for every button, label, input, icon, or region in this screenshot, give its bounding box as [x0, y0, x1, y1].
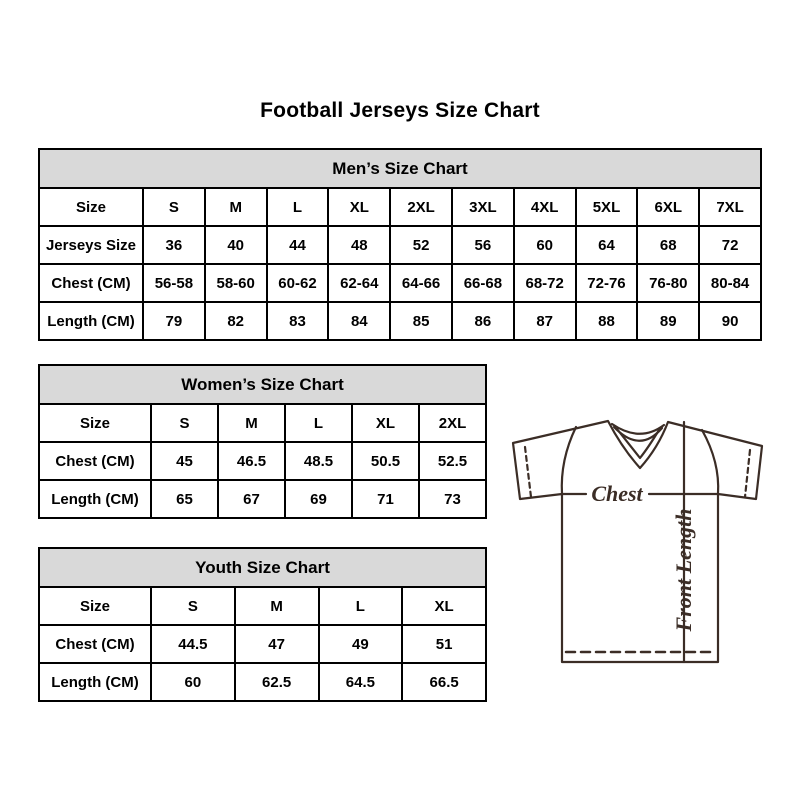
- jersey-measurement-diagram: [500, 398, 770, 673]
- size-value-cell: 50.5: [352, 442, 419, 480]
- size-value-cell: 84: [328, 302, 390, 340]
- size-value-cell: 60-62: [267, 264, 329, 302]
- size-value-cell: 56-58: [143, 264, 205, 302]
- size-value-cell: 5XL: [576, 188, 638, 226]
- size-value-cell: 48: [328, 226, 390, 264]
- size-value-cell: 58-60: [205, 264, 267, 302]
- size-value-cell: 2XL: [390, 188, 452, 226]
- size-value-cell: 52.5: [419, 442, 486, 480]
- table-row: [39, 302, 761, 340]
- size-value-cell: 89: [637, 302, 699, 340]
- row-label: Size: [39, 587, 151, 625]
- size-value-cell: 69: [285, 480, 352, 518]
- size-value-cell: 64.5: [319, 663, 403, 701]
- size-value-cell: 90: [699, 302, 761, 340]
- size-value-cell: M: [205, 188, 267, 226]
- row-label: Size: [39, 188, 143, 226]
- size-value-cell: 3XL: [452, 188, 514, 226]
- size-value-cell: S: [151, 404, 218, 442]
- size-value-cell: 80-84: [699, 264, 761, 302]
- mens-size-table: [38, 148, 762, 341]
- row-label: Length (CM): [39, 480, 151, 518]
- chest-label: Chest: [591, 481, 643, 506]
- size-value-cell: 45: [151, 442, 218, 480]
- row-label: Chest (CM): [39, 625, 151, 663]
- size-value-cell: 66-68: [452, 264, 514, 302]
- size-value-cell: 44.5: [151, 625, 235, 663]
- size-value-cell: 72-76: [576, 264, 638, 302]
- size-value-cell: 6XL: [637, 188, 699, 226]
- size-value-cell: L: [285, 404, 352, 442]
- size-value-cell: 51: [402, 625, 486, 663]
- row-label: Chest (CM): [39, 264, 143, 302]
- size-value-cell: 85: [390, 302, 452, 340]
- table-row: [39, 226, 761, 264]
- jersey-outline: [513, 421, 762, 662]
- size-value-cell: 72: [699, 226, 761, 264]
- size-value-cell: 48.5: [285, 442, 352, 480]
- size-value-cell: 82: [205, 302, 267, 340]
- table-row: [39, 663, 486, 701]
- table-row: [39, 264, 761, 302]
- table-row: [39, 188, 761, 226]
- size-value-cell: 64: [576, 226, 638, 264]
- table-title: Women’s Size Chart: [39, 365, 486, 404]
- size-value-cell: 56: [452, 226, 514, 264]
- size-value-cell: 40: [205, 226, 267, 264]
- table-title: Youth Size Chart: [39, 548, 486, 587]
- size-value-cell: XL: [352, 404, 419, 442]
- size-value-cell: 68: [637, 226, 699, 264]
- size-value-cell: S: [143, 188, 205, 226]
- size-value-cell: S: [151, 587, 235, 625]
- table-row: [39, 625, 486, 663]
- size-value-cell: 88: [576, 302, 638, 340]
- page-title: Football Jerseys Size Chart: [260, 99, 540, 122]
- table-title: Men’s Size Chart: [39, 149, 761, 188]
- table-row: [39, 404, 486, 442]
- size-value-cell: XL: [328, 188, 390, 226]
- size-value-cell: 47: [235, 625, 319, 663]
- table-row: [39, 480, 486, 518]
- size-value-cell: 36: [143, 226, 205, 264]
- size-value-cell: 83: [267, 302, 329, 340]
- size-value-cell: XL: [402, 587, 486, 625]
- row-label: Chest (CM): [39, 442, 151, 480]
- size-value-cell: 65: [151, 480, 218, 518]
- size-value-cell: 60: [514, 226, 576, 264]
- size-value-cell: 87: [514, 302, 576, 340]
- table-row: [39, 587, 486, 625]
- size-value-cell: 62.5: [235, 663, 319, 701]
- womens-size-table: [38, 364, 487, 519]
- size-value-cell: 73: [419, 480, 486, 518]
- size-value-cell: 7XL: [699, 188, 761, 226]
- row-label: Size: [39, 404, 151, 442]
- size-value-cell: 52: [390, 226, 452, 264]
- size-value-cell: L: [319, 587, 403, 625]
- front-length-label: Front Length: [671, 508, 696, 632]
- row-label: Jerseys Size: [39, 226, 143, 264]
- size-value-cell: 86: [452, 302, 514, 340]
- size-value-cell: 71: [352, 480, 419, 518]
- size-value-cell: 79: [143, 302, 205, 340]
- size-value-cell: 44: [267, 226, 329, 264]
- size-value-cell: 67: [218, 480, 285, 518]
- size-value-cell: 62-64: [328, 264, 390, 302]
- size-value-cell: M: [235, 587, 319, 625]
- size-value-cell: 60: [151, 663, 235, 701]
- size-value-cell: 68-72: [514, 264, 576, 302]
- size-value-cell: 76-80: [637, 264, 699, 302]
- size-value-cell: 66.5: [402, 663, 486, 701]
- jersey-diagram-svg: [500, 398, 770, 673]
- row-label: Length (CM): [39, 663, 151, 701]
- size-value-cell: 2XL: [419, 404, 486, 442]
- youth-size-table: [38, 547, 487, 702]
- size-value-cell: 49: [319, 625, 403, 663]
- size-value-cell: 64-66: [390, 264, 452, 302]
- size-value-cell: 4XL: [514, 188, 576, 226]
- table-row: [39, 442, 486, 480]
- row-label: Length (CM): [39, 302, 143, 340]
- size-value-cell: M: [218, 404, 285, 442]
- size-value-cell: L: [267, 188, 329, 226]
- size-value-cell: 46.5: [218, 442, 285, 480]
